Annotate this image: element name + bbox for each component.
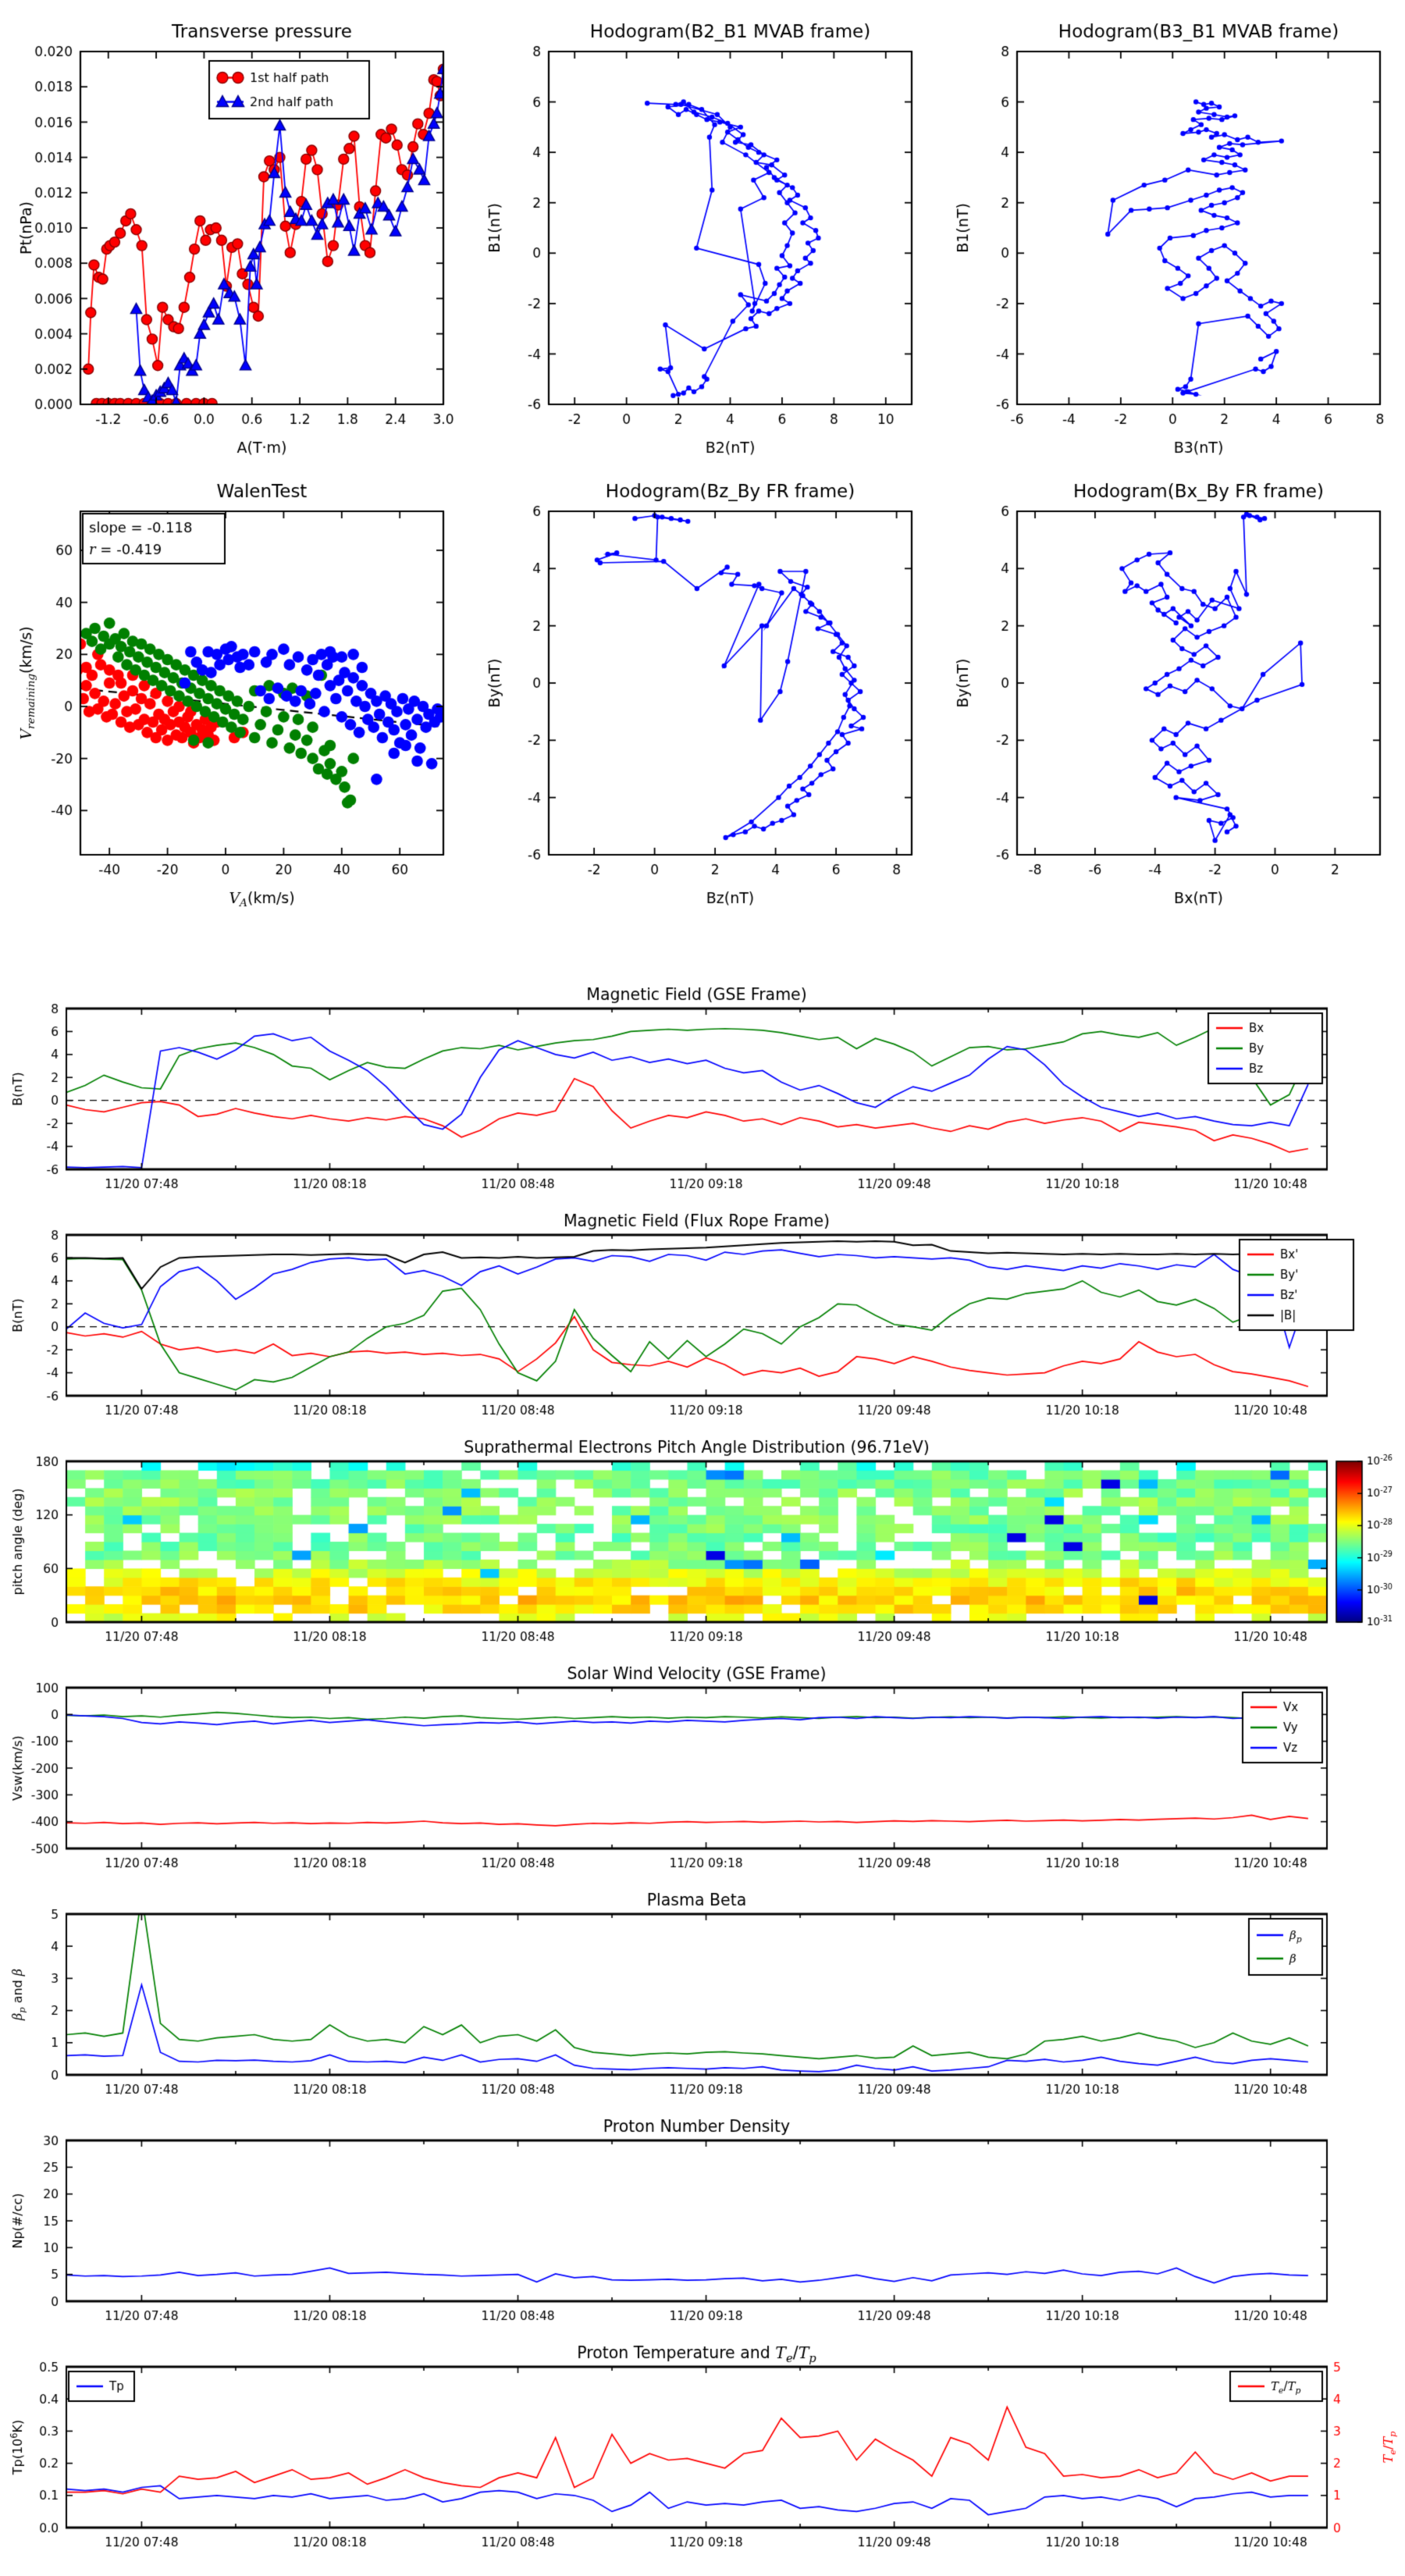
panel-hodogram-bx-by	[943, 463, 1405, 920]
panel-transverse-pressure	[6, 6, 475, 463]
panel-walen-test	[6, 463, 475, 920]
panel-proton-number-density	[0, 2114, 1405, 2340]
panel-plasma-beta	[0, 1888, 1405, 2114]
panel-hodogram-b3-b1	[943, 6, 1405, 463]
panel-magnetic-field-gse	[0, 982, 1405, 1208]
panel-pitch-angle-distribution	[0, 1435, 1405, 1661]
panel-proton-temperature	[0, 2340, 1405, 2567]
panel-magnetic-field-fluxrope	[0, 1208, 1405, 1435]
panel-hodogram-b2-b1	[475, 6, 943, 463]
panel-hodogram-bz-by	[475, 463, 943, 920]
panel-solar-wind-velocity	[0, 1661, 1405, 1888]
